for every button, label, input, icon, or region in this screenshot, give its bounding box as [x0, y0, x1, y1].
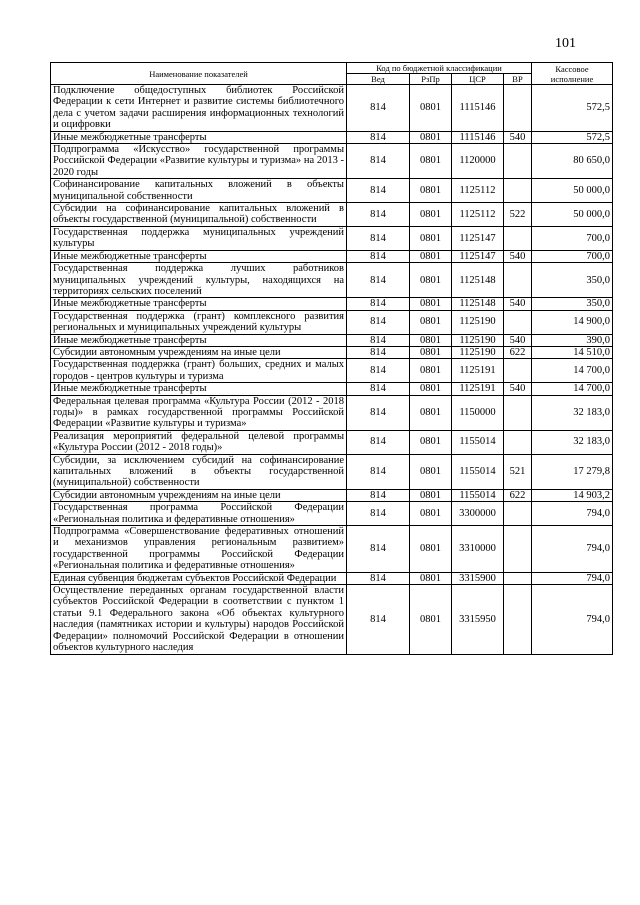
cell-ved: 814	[347, 298, 410, 310]
cell-csr: 1125147	[452, 250, 504, 262]
cell-ved: 814	[347, 585, 410, 654]
cell-amount: 390,0	[532, 334, 613, 346]
cell-name: Субсидии на софинансирование капитальных вложений в объекты государственной (муниципальной) собственности	[51, 203, 347, 227]
cell-ved: 814	[347, 526, 410, 573]
cell-vr	[504, 144, 532, 179]
cell-amount: 572,5	[532, 131, 613, 143]
budget-table	[50, 62, 613, 655]
cell-csr: 3315900	[452, 572, 504, 584]
cell-ved: 814	[347, 203, 410, 227]
cell-vr	[504, 526, 532, 573]
table-body	[51, 85, 613, 655]
cell-ved: 814	[347, 383, 410, 395]
table-row	[51, 346, 613, 358]
table-row	[51, 526, 613, 573]
cell-vr	[504, 502, 532, 526]
table-row	[51, 179, 613, 203]
cell-name: Подпрограмма «Совершенствование федеративных отношений и механизмов управления региональным развитием» государственной программы Российской Федерации «Региональная политика и федеративные отношения»	[51, 526, 347, 573]
cell-name: Субсидии автономным учреждениям на иные цели	[51, 346, 347, 358]
cell-amount: 350,0	[532, 263, 613, 298]
cell-rzpr: 0801	[410, 226, 452, 250]
table-row	[51, 572, 613, 584]
cell-vr	[504, 85, 532, 132]
cell-amount: 80 650,0	[532, 144, 613, 179]
cell-csr: 1155014	[452, 489, 504, 501]
cell-ved: 814	[347, 226, 410, 250]
header-rzpr: РзПр	[410, 74, 452, 85]
cell-rzpr: 0801	[410, 572, 452, 584]
cell-amount: 794,0	[532, 526, 613, 573]
cell-amount: 572,5	[532, 85, 613, 132]
table-row	[51, 334, 613, 346]
cell-vr	[504, 395, 532, 430]
cell-vr	[504, 226, 532, 250]
cell-name: Государственная поддержка (грант) больших, средних и малых городов - центров культуры и туризма	[51, 359, 347, 383]
cell-ved: 814	[347, 250, 410, 262]
cell-rzpr: 0801	[410, 203, 452, 227]
cell-amount: 794,0	[532, 502, 613, 526]
table-row	[51, 85, 613, 132]
cell-rzpr: 0801	[410, 131, 452, 143]
cell-csr: 1115146	[452, 85, 504, 132]
cell-name: Иные межбюджетные трансферты	[51, 131, 347, 143]
cell-csr: 1125190	[452, 310, 504, 334]
cell-amount: 700,0	[532, 226, 613, 250]
cell-csr: 1125148	[452, 298, 504, 310]
header-csr: ЦСР	[452, 74, 504, 85]
cell-ved: 814	[347, 489, 410, 501]
cell-name: Федеральная целевая программа «Культура России (2012 - 2018 годы)» в рамках государственной программы Российской Федерации «Развитие культуры и туризма»	[51, 395, 347, 430]
cell-name: Субсидии автономным учреждениям на иные цели	[51, 489, 347, 501]
cell-csr: 3310000	[452, 526, 504, 573]
cell-rzpr: 0801	[410, 383, 452, 395]
cell-vr: 521	[504, 454, 532, 489]
table-row	[51, 310, 613, 334]
table-row	[51, 395, 613, 430]
table-row	[51, 298, 613, 310]
cell-amount: 350,0	[532, 298, 613, 310]
cell-vr	[504, 310, 532, 334]
table-row	[51, 203, 613, 227]
cell-ved: 814	[347, 85, 410, 132]
cell-amount: 32 183,0	[532, 430, 613, 454]
cell-csr: 1155014	[452, 454, 504, 489]
cell-name: Осуществление переданных органам государственной власти субъектов Российской Федерации в соответствии с пунктом 1 статьи 9.1 Федерального закона «Об объектах культурного наследия (памятниках истории и культуры) народов Российской Федерации» полномочий Российской Федерации в отношении объектов культурного наследия	[51, 585, 347, 654]
cell-vr: 540	[504, 334, 532, 346]
cell-name: Иные межбюджетные трансферты	[51, 383, 347, 395]
table-row	[51, 430, 613, 454]
cell-name: Государственная поддержка лучших работников муниципальных учреждений культуры, находящихся на территориях сельских поселений	[51, 263, 347, 298]
cell-ved: 814	[347, 334, 410, 346]
cell-csr: 1120000	[452, 144, 504, 179]
cell-amount: 17 279,8	[532, 454, 613, 489]
cell-name: Подключение общедоступных библиотек Российской Федерации к сети Интернет и развитие системы библиотечного дела с учетом задачи расширения информационных технологий и оцифровки	[51, 85, 347, 132]
cell-ved: 814	[347, 430, 410, 454]
cell-name: Реализация мероприятий федеральной целевой программы «Культура России (2012 - 2018 годы)»	[51, 430, 347, 454]
cell-amount: 14 900,0	[532, 310, 613, 334]
cell-ved: 814	[347, 395, 410, 430]
cell-vr: 540	[504, 383, 532, 395]
cell-name: Иные межбюджетные трансферты	[51, 334, 347, 346]
cell-csr: 3315950	[452, 585, 504, 654]
cell-vr	[504, 585, 532, 654]
cell-rzpr: 0801	[410, 430, 452, 454]
cell-amount: 700,0	[532, 250, 613, 262]
cell-name: Иные межбюджетные трансферты	[51, 298, 347, 310]
cell-vr: 540	[504, 298, 532, 310]
header-ved: Вед	[347, 74, 410, 85]
cell-rzpr: 0801	[410, 395, 452, 430]
cell-ved: 814	[347, 144, 410, 179]
cell-amount: 50 000,0	[532, 203, 613, 227]
table-row	[51, 250, 613, 262]
table-row	[51, 226, 613, 250]
cell-rzpr: 0801	[410, 454, 452, 489]
cell-rzpr: 0801	[410, 526, 452, 573]
cell-ved: 814	[347, 179, 410, 203]
cell-rzpr: 0801	[410, 263, 452, 298]
table-row	[51, 585, 613, 654]
cell-vr: 622	[504, 346, 532, 358]
cell-vr	[504, 263, 532, 298]
cell-ved: 814	[347, 310, 410, 334]
cell-vr: 540	[504, 131, 532, 143]
cell-ved: 814	[347, 572, 410, 584]
cell-vr: 522	[504, 203, 532, 227]
table-row	[51, 263, 613, 298]
cell-name: Государственная программа Российской Федерации «Региональная политика и федеративные отношения»	[51, 502, 347, 526]
cell-csr: 1125147	[452, 226, 504, 250]
cell-rzpr: 0801	[410, 489, 452, 501]
cell-ved: 814	[347, 502, 410, 526]
table-row	[51, 502, 613, 526]
cell-rzpr: 0801	[410, 346, 452, 358]
cell-csr: 1150000	[452, 395, 504, 430]
header-name: Наименование показателей	[51, 63, 347, 85]
cell-amount: 14 700,0	[532, 359, 613, 383]
cell-name: Подпрограмма «Искусство» государственной программы Российской Федерации «Развитие культуры и туризма» на 2013 - 2020 годы	[51, 144, 347, 179]
cell-ved: 814	[347, 263, 410, 298]
header-amount: Кассовое исполнение	[532, 63, 613, 85]
cell-rzpr: 0801	[410, 179, 452, 203]
cell-rzpr: 0801	[410, 310, 452, 334]
cell-name: Софинансирование капитальных вложений в объекты муниципальной собственности	[51, 179, 347, 203]
table-row	[51, 489, 613, 501]
cell-rzpr: 0801	[410, 585, 452, 654]
header-vr: ВР	[504, 74, 532, 85]
page-number: 101	[555, 36, 576, 51]
table-row	[51, 131, 613, 143]
cell-ved: 814	[347, 131, 410, 143]
cell-csr: 1125148	[452, 263, 504, 298]
table-row	[51, 383, 613, 395]
cell-vr: 540	[504, 250, 532, 262]
cell-csr: 3300000	[452, 502, 504, 526]
cell-amount: 14 510,0	[532, 346, 613, 358]
cell-ved: 814	[347, 346, 410, 358]
cell-name: Единая субвенция бюджетам субъектов Российской Федерации	[51, 572, 347, 584]
cell-csr: 1125190	[452, 346, 504, 358]
cell-rzpr: 0801	[410, 359, 452, 383]
cell-amount: 14 903,2	[532, 489, 613, 501]
cell-amount: 14 700,0	[532, 383, 613, 395]
cell-rzpr: 0801	[410, 250, 452, 262]
cell-vr: 622	[504, 489, 532, 501]
cell-ved: 814	[347, 359, 410, 383]
cell-csr: 1125112	[452, 179, 504, 203]
cell-csr: 1125190	[452, 334, 504, 346]
cell-name: Государственная поддержка муниципальных учреждений культуры	[51, 226, 347, 250]
cell-name: Государственная поддержка (грант) комплексного развития региональных и муниципальных учреждений культуры	[51, 310, 347, 334]
table-row	[51, 454, 613, 489]
cell-name: Субсидии, за исключением субсидий на софинансирование капитальных вложений в объекты государственной (муниципальной) собственности	[51, 454, 347, 489]
cell-rzpr: 0801	[410, 502, 452, 526]
cell-rzpr: 0801	[410, 334, 452, 346]
cell-amount: 50 000,0	[532, 179, 613, 203]
cell-rzpr: 0801	[410, 298, 452, 310]
cell-vr	[504, 179, 532, 203]
cell-vr	[504, 572, 532, 584]
cell-csr: 1125191	[452, 383, 504, 395]
cell-ved: 814	[347, 454, 410, 489]
cell-vr	[504, 359, 532, 383]
header-code-group: Код по бюджетной классификации	[347, 63, 532, 74]
table-row	[51, 144, 613, 179]
cell-csr: 1125112	[452, 203, 504, 227]
cell-name: Иные межбюджетные трансферты	[51, 250, 347, 262]
cell-csr: 1115146	[452, 131, 504, 143]
cell-amount: 32 183,0	[532, 395, 613, 430]
cell-rzpr: 0801	[410, 144, 452, 179]
cell-amount: 794,0	[532, 585, 613, 654]
cell-rzpr: 0801	[410, 85, 452, 132]
cell-amount: 794,0	[532, 572, 613, 584]
table-row	[51, 359, 613, 383]
cell-vr	[504, 430, 532, 454]
cell-csr: 1125191	[452, 359, 504, 383]
cell-csr: 1155014	[452, 430, 504, 454]
